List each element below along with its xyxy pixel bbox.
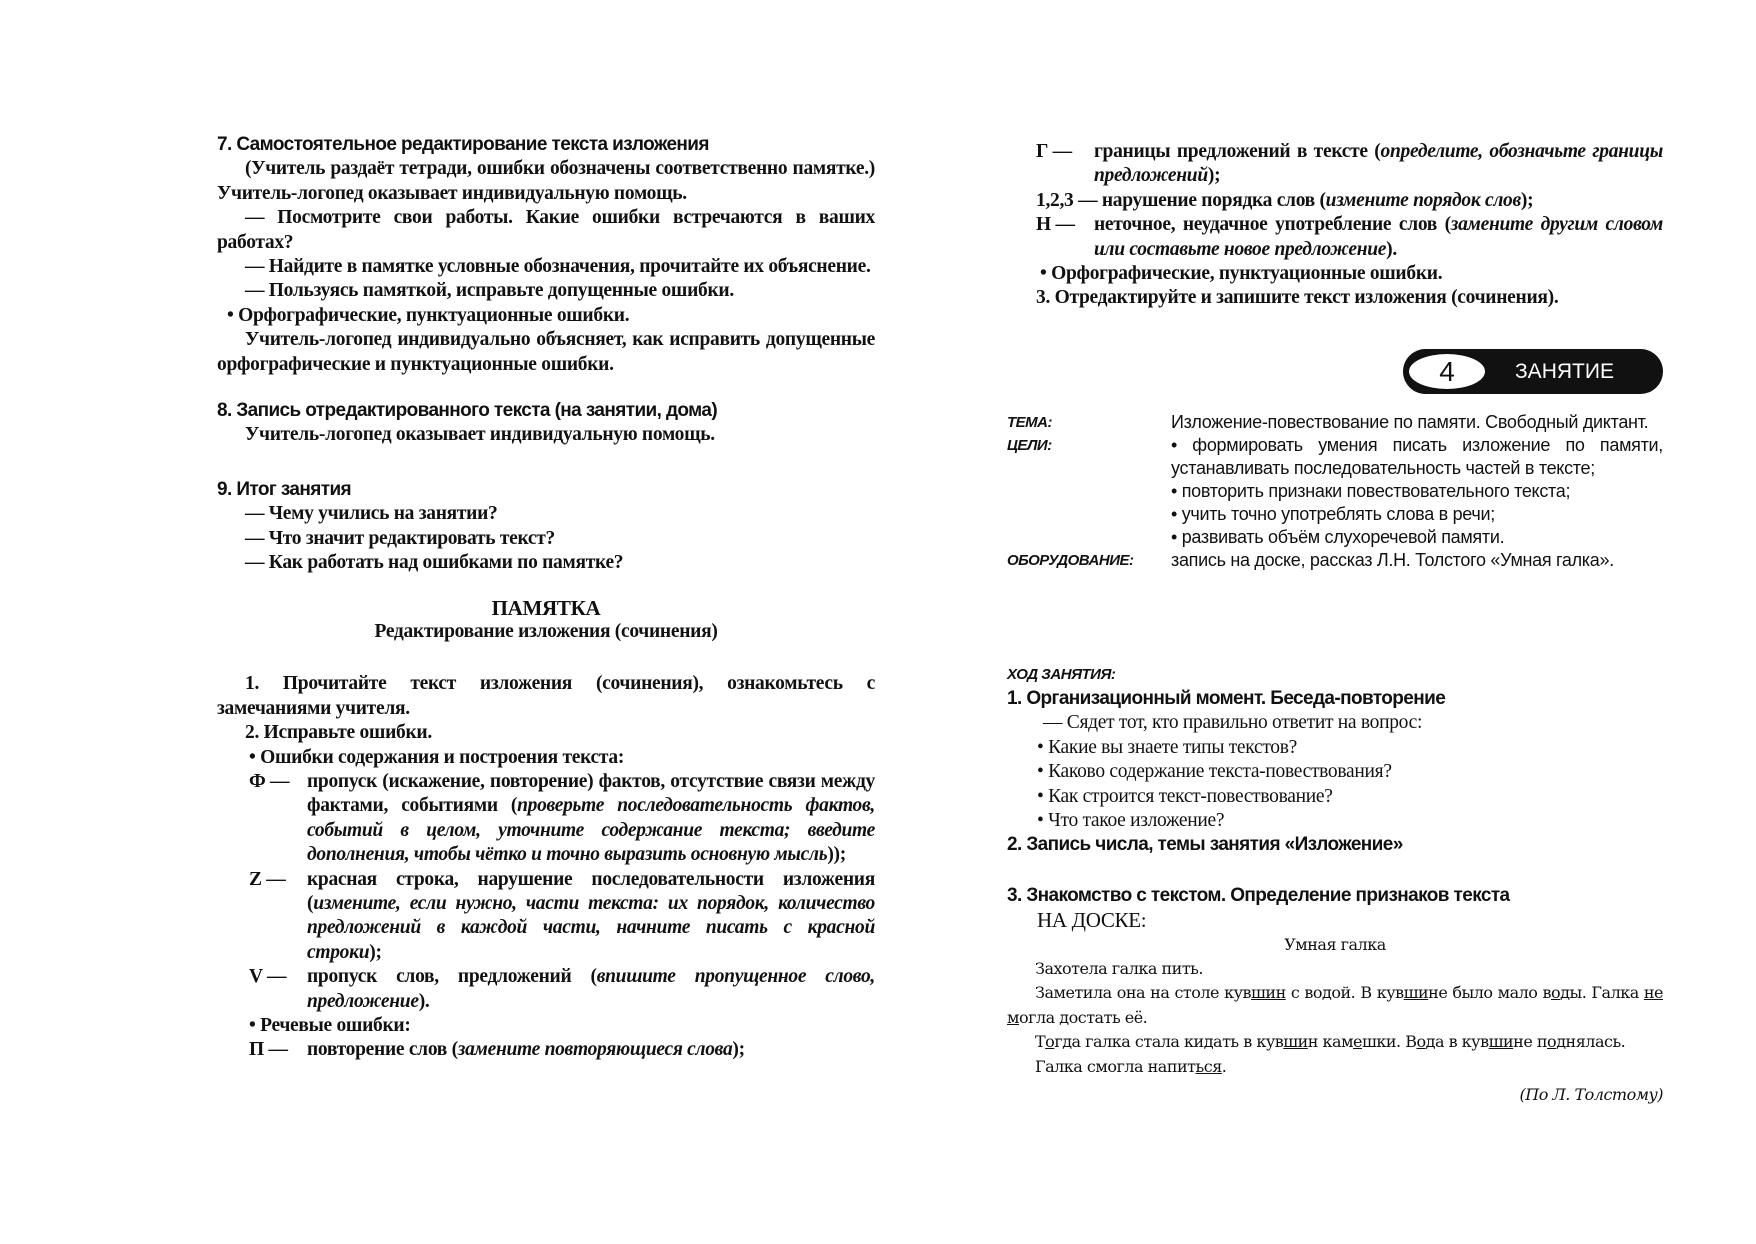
- paragraph: — Пользуясь памяткой, исправьте допущенные ошибки.: [245, 280, 734, 302]
- story-title: Умная галка: [1284, 934, 1386, 954]
- mark-hint: замените повторяющиеся слова: [457, 1039, 733, 1061]
- memo-subtitle: Редактирование изложения (сочинения): [374, 620, 718, 642]
- mark-text: пропуск (искажение, повторение) фактов, отсутствие связи между фактами, событиями (: [307, 770, 875, 817]
- bullet: • Орфографические, пунктуационные ошибки.: [1040, 263, 1443, 285]
- mark-hint: определите, обозначьте границы предложений: [1094, 141, 1663, 187]
- mark-hint: измените порядок слов: [1325, 189, 1521, 211]
- mark-end: );: [1207, 165, 1221, 187]
- underlined-spelling: шин: [1251, 983, 1286, 1003]
- underlined-spelling: е: [1353, 1032, 1362, 1052]
- mark-end: );: [369, 941, 382, 963]
- mark-symbol: П —: [249, 1039, 288, 1061]
- mark-hint: впишите пропущенное слово, предложение: [307, 966, 875, 1012]
- line: • Какие вы знаете типы текстов?: [1037, 736, 1297, 758]
- mark-end: ).: [1386, 238, 1397, 260]
- underlined-spelling: о: [1551, 983, 1561, 1003]
- story-text: н кам: [1307, 1032, 1354, 1052]
- meta-value: запись на доске, рассказ Л.Н. Толстого «Умная галка».: [1171, 550, 1614, 570]
- goal-item: • развивать объём слухоречевой памяти.: [1171, 527, 1505, 547]
- step-1-heading: 1. Организационный момент. Беседа-повторение: [1007, 688, 1446, 709]
- story-paragraph: [1007, 1055, 1663, 1079]
- mark-text: повторение слов (: [307, 1039, 458, 1061]
- section-8-heading: 8. Запись отредактированного текста (на занятии, дома): [217, 400, 718, 422]
- story-paragraph: [1007, 1030, 1663, 1054]
- story: [1007, 933, 1663, 1108]
- goal-item: • формировать умения писать изложение по памяти, устанавливать последовательность частей в тексте;: [1171, 435, 1663, 478]
- goal-item: • повторить признаки повествовательного текста;: [1171, 481, 1571, 501]
- underlined-spelling: о: [1045, 1032, 1055, 1052]
- paragraph: — Найдите в памятке условные обозначения, прочитайте их объяснение.: [245, 256, 871, 278]
- underlined-spelling: ши: [1283, 1032, 1308, 1052]
- meta-label: ОБОРУДОВАНИЕ:: [1007, 552, 1134, 569]
- meta-label: ТЕМА:: [1007, 414, 1052, 431]
- mark-symbol: Н —: [1036, 214, 1075, 236]
- line: — Сядет тот, кто правильно ответит на вопрос:: [1043, 712, 1423, 734]
- memo-mark-z: [217, 868, 875, 966]
- bullet: • Орфографические, пунктуационные ошибки.: [227, 304, 630, 326]
- story-text: да в кув: [1425, 1032, 1489, 1052]
- story-text: Галка смогла напит: [1035, 1056, 1196, 1076]
- mark-text: красная строка, нарушение последовательности изложения (: [307, 868, 875, 914]
- mark-symbol: Г —: [1036, 141, 1072, 162]
- memo-item-3: 3. Отредактируйте и запишите текст изложения (сочинения).: [1036, 287, 1559, 309]
- memo-mark-f: [217, 770, 875, 868]
- step-2-heading: 2. Запись числа, темы занятия «Изложение»: [1007, 834, 1403, 856]
- step-3-heading: 3. Знакомство с текстом. Определение признаков текста: [1007, 884, 1510, 906]
- board-label: НА ДОСКЕ:: [1037, 908, 1147, 933]
- mark-text: границы предложений в тексте (: [1094, 141, 1381, 162]
- memo-mark-g: [1036, 140, 1663, 189]
- mark-text: неточное, неудачное употребление слов (: [1094, 214, 1451, 236]
- story-body: [1007, 957, 1663, 1079]
- line: • Что такое изложение?: [1037, 810, 1225, 832]
- section-7-heading: 7. Самостоятельное редактирование текста изложения: [217, 134, 709, 155]
- bullet: • Ошибки содержания и построения текста:: [249, 746, 625, 768]
- lesson-number: 4: [1407, 352, 1487, 391]
- memo-mark-n: [1036, 213, 1663, 262]
- bullet: • Речевые ошибки:: [249, 1015, 411, 1036]
- memo-mark-v: [217, 965, 875, 1014]
- mark-symbol: V —: [249, 966, 287, 988]
- right-page-memo-continued: [1036, 140, 1663, 311]
- story-text: не п: [1513, 1032, 1548, 1052]
- story-text: днялась.: [1556, 1032, 1626, 1052]
- mark-text: 1,2,3 — нарушение порядка слов (: [1036, 189, 1326, 211]
- meta-equipment: [1007, 549, 1663, 572]
- meta-value: Изложение-повествование по памяти. Свободный диктант.: [1171, 412, 1649, 432]
- story-paragraph: [1007, 981, 1663, 1030]
- story-text: гда галка стала кидать в кув: [1054, 1032, 1284, 1052]
- memo-item-1: 1. Прочитайте текст изложения (сочинения), ознакомьтесь с замечаниями учителя.: [217, 673, 875, 719]
- memo-mark-p: [217, 1038, 875, 1062]
- left-page: [217, 133, 875, 1063]
- line: • Каково содержание текста-повествования?: [1037, 761, 1392, 783]
- mark-end: ).: [418, 990, 430, 1012]
- mark-hint: замените другим словом или составьте новое предложение: [1094, 214, 1663, 260]
- story-paragraph: [1007, 957, 1663, 981]
- story-text: Заметила она на столе кув: [1035, 983, 1252, 1003]
- paragraph: — Посмотрите свои работы. Какие ошибки встречаются в ваших работах?: [217, 207, 875, 253]
- paragraph: (Учитель раздаёт тетради, ошибки обозначены соответственно памятке.) Учитель-логопед оказывает индивидуальную помощь.: [217, 158, 875, 204]
- step-1-lines: [1007, 711, 1663, 833]
- story-text: не было мало в: [1428, 983, 1552, 1003]
- story-text: шки. В: [1362, 1032, 1417, 1052]
- mark-hint: измените, если нужно, части текста: их порядок, количество предложений в каждой части, начните писать с красной строки: [307, 892, 875, 963]
- line: • Как строится текст-повествование?: [1037, 785, 1333, 807]
- memo-title: ПАМЯТКА: [491, 595, 601, 620]
- mark-end: ));: [827, 844, 846, 866]
- paragraph: Учитель-логопед индивидуально объясняет, как исправить допущенные орфографические и пунктуационные ошибки.: [217, 329, 875, 375]
- mark-end: );: [1520, 189, 1534, 211]
- mark-text: пропуск слов, предложений (: [307, 966, 597, 988]
- lesson-meta: [1007, 411, 1663, 572]
- lesson-flow: [1007, 666, 1663, 1108]
- underlined-spelling: о: [1547, 1032, 1557, 1052]
- question: — Что значит редактировать текст?: [245, 527, 555, 549]
- underlined-spelling: ши: [1488, 1032, 1514, 1052]
- underlined-spelling: о: [1416, 1032, 1426, 1052]
- story-text: Т: [1035, 1032, 1046, 1052]
- memo-item-2: 2. Исправьте ошибки.: [245, 722, 432, 744]
- story-text: с водой. В кув: [1285, 983, 1404, 1003]
- underlined-spelling: ши: [1403, 983, 1429, 1003]
- memo-mark-123: [1036, 189, 1663, 213]
- mark-symbol: Z —: [249, 868, 286, 890]
- story-text: .: [1221, 1056, 1227, 1076]
- lesson-label: ЗАНЯТИЕ: [1515, 360, 1614, 383]
- lesson-banner: [1403, 349, 1663, 394]
- question: — Как работать над ошибками по памятке?: [245, 552, 624, 574]
- meta-label: ЦЕЛИ:: [1007, 437, 1052, 454]
- meta-tema: [1007, 411, 1663, 434]
- story-source: (По Л. Толстому): [1519, 1085, 1663, 1105]
- hod-label: ХОД ЗАНЯТИЯ:: [1007, 666, 1116, 683]
- paragraph: Учитель-логопед оказывает индивидуальную помощь.: [245, 424, 715, 446]
- mark-symbol: Ф —: [249, 770, 290, 792]
- underlined-spelling: ься: [1195, 1056, 1222, 1076]
- question: — Чему учились на занятии?: [245, 503, 498, 525]
- section-9-heading: 9. Итог занятия: [217, 478, 352, 500]
- underlined-spelling: не м: [1007, 983, 1663, 1027]
- mark-end: );: [732, 1039, 745, 1061]
- mark-hint: проверьте последовательность фактов, событий в целом, уточните содержание текста; введите дополнения, чтобы чётко и точно выразить основную мысль: [307, 795, 875, 866]
- story-text: огла достать её.: [1018, 1007, 1148, 1027]
- story-text: ды. Галка: [1560, 983, 1644, 1003]
- goal-item: • учить точно употреблять слова в речи;: [1171, 504, 1495, 524]
- story-text: Захотела галка пить.: [1035, 959, 1203, 979]
- meta-celi: [1007, 434, 1663, 549]
